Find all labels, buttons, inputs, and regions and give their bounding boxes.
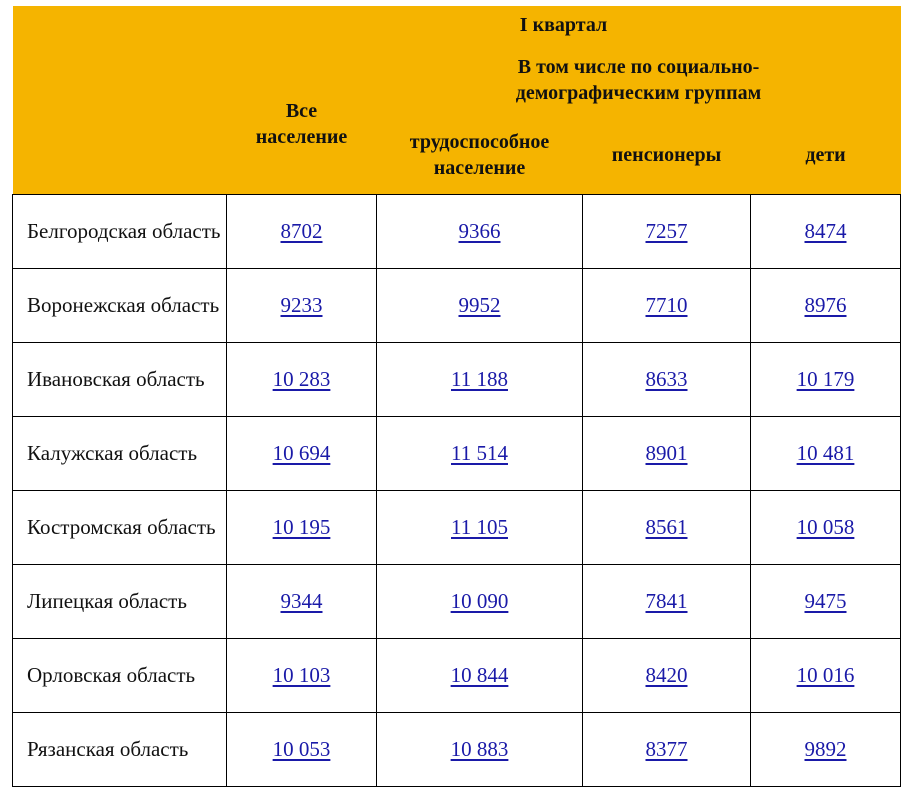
region-cell: Воронежская область [13,268,227,342]
value-link[interactable]: 9475 [804,588,847,613]
value-cell [583,268,751,342]
value-cell [227,342,377,416]
value-cell [751,416,901,490]
value-link[interactable]: 11 188 [451,366,508,391]
all-population-label: Все население [255,99,348,148]
header-children [751,116,901,194]
value-cell [751,564,901,638]
value-link[interactable]: 7710 [645,292,688,317]
value-cell [583,342,751,416]
value-cell [377,564,583,638]
value-link[interactable]: 10 053 [272,736,331,761]
value-cell [377,712,583,786]
cost-of-living-table-container [12,6,900,787]
table-row [13,416,901,490]
value-cell [227,416,377,490]
value-cell [751,342,901,416]
value-link[interactable]: 10 090 [450,588,509,613]
value-link[interactable]: 10 694 [272,440,331,465]
value-link[interactable]: 10 058 [796,514,855,539]
header-empty-all [227,6,377,44]
region-cell: Калужская область [13,416,227,490]
value-link[interactable]: 10 283 [272,366,331,391]
value-cell [227,490,377,564]
table-row [13,490,901,564]
value-link[interactable]: 9233 [280,292,323,317]
header-empty-corner [13,6,227,194]
header-pensioners [583,116,751,194]
pensioners-label: пенсионеры [611,143,722,166]
region-cell: Рязанская область [13,712,227,786]
value-link[interactable]: 9344 [280,588,323,613]
value-cell [583,194,751,268]
table-row [13,564,901,638]
table-row [13,268,901,342]
table-row [13,342,901,416]
value-cell [227,194,377,268]
value-link[interactable]: 10 016 [796,662,855,687]
value-cell [227,712,377,786]
header-subgroups [377,44,901,116]
value-link[interactable]: 7841 [645,588,688,613]
header-all-population [227,44,377,194]
value-link[interactable]: 8474 [804,218,847,243]
table-row [13,638,901,712]
value-link[interactable]: 9892 [804,736,847,761]
value-cell [227,268,377,342]
table-row [13,712,901,786]
value-link[interactable]: 11 514 [451,440,508,465]
value-cell [751,268,901,342]
value-cell [583,638,751,712]
value-link[interactable]: 8901 [645,440,688,465]
value-link[interactable]: 8561 [645,514,688,539]
value-cell [751,712,901,786]
value-cell [377,490,583,564]
value-link[interactable]: 8420 [645,662,688,687]
value-cell [377,416,583,490]
table-header [13,6,901,194]
value-cell [227,638,377,712]
table-row [13,194,901,268]
region-cell: Ивановская область [13,342,227,416]
children-label: дети [805,143,846,166]
value-link[interactable]: 8377 [645,736,688,761]
value-cell [751,638,901,712]
value-link[interactable]: 10 179 [796,366,855,391]
value-link[interactable]: 7257 [645,218,688,243]
value-link[interactable]: 9366 [458,218,501,243]
value-cell [377,194,583,268]
value-link[interactable]: 8976 [804,292,847,317]
region-cell: Липецкая область [13,564,227,638]
header-able-bodied [377,116,583,194]
value-link[interactable]: 9952 [458,292,501,317]
value-link[interactable]: 10 195 [272,514,331,539]
value-link[interactable]: 8702 [280,218,323,243]
cost-of-living-table [12,6,901,787]
value-cell [751,490,901,564]
value-link[interactable]: 10 481 [796,440,855,465]
value-cell [751,194,901,268]
region-cell: Костромская область [13,490,227,564]
value-cell [377,638,583,712]
value-link[interactable]: 10 103 [272,662,331,687]
region-cell: Орловская область [13,638,227,712]
value-cell [377,342,583,416]
table-body [13,194,901,786]
value-link[interactable]: 10 844 [450,662,509,687]
region-cell: Белгородская область [13,194,227,268]
subgroups-label: В том числе по социально-демографическим группам [515,56,762,104]
value-cell [583,490,751,564]
value-link[interactable]: 10 883 [450,736,509,761]
value-cell [583,564,751,638]
value-cell [583,712,751,786]
value-link[interactable]: 11 105 [451,514,508,539]
header-quarter [377,6,901,44]
value-cell [377,268,583,342]
value-cell [227,564,377,638]
able-bodied-label: трудоспособное население [409,130,550,179]
quarter-label: I квартал [519,14,608,36]
value-link[interactable]: 8633 [645,366,688,391]
value-cell [583,416,751,490]
